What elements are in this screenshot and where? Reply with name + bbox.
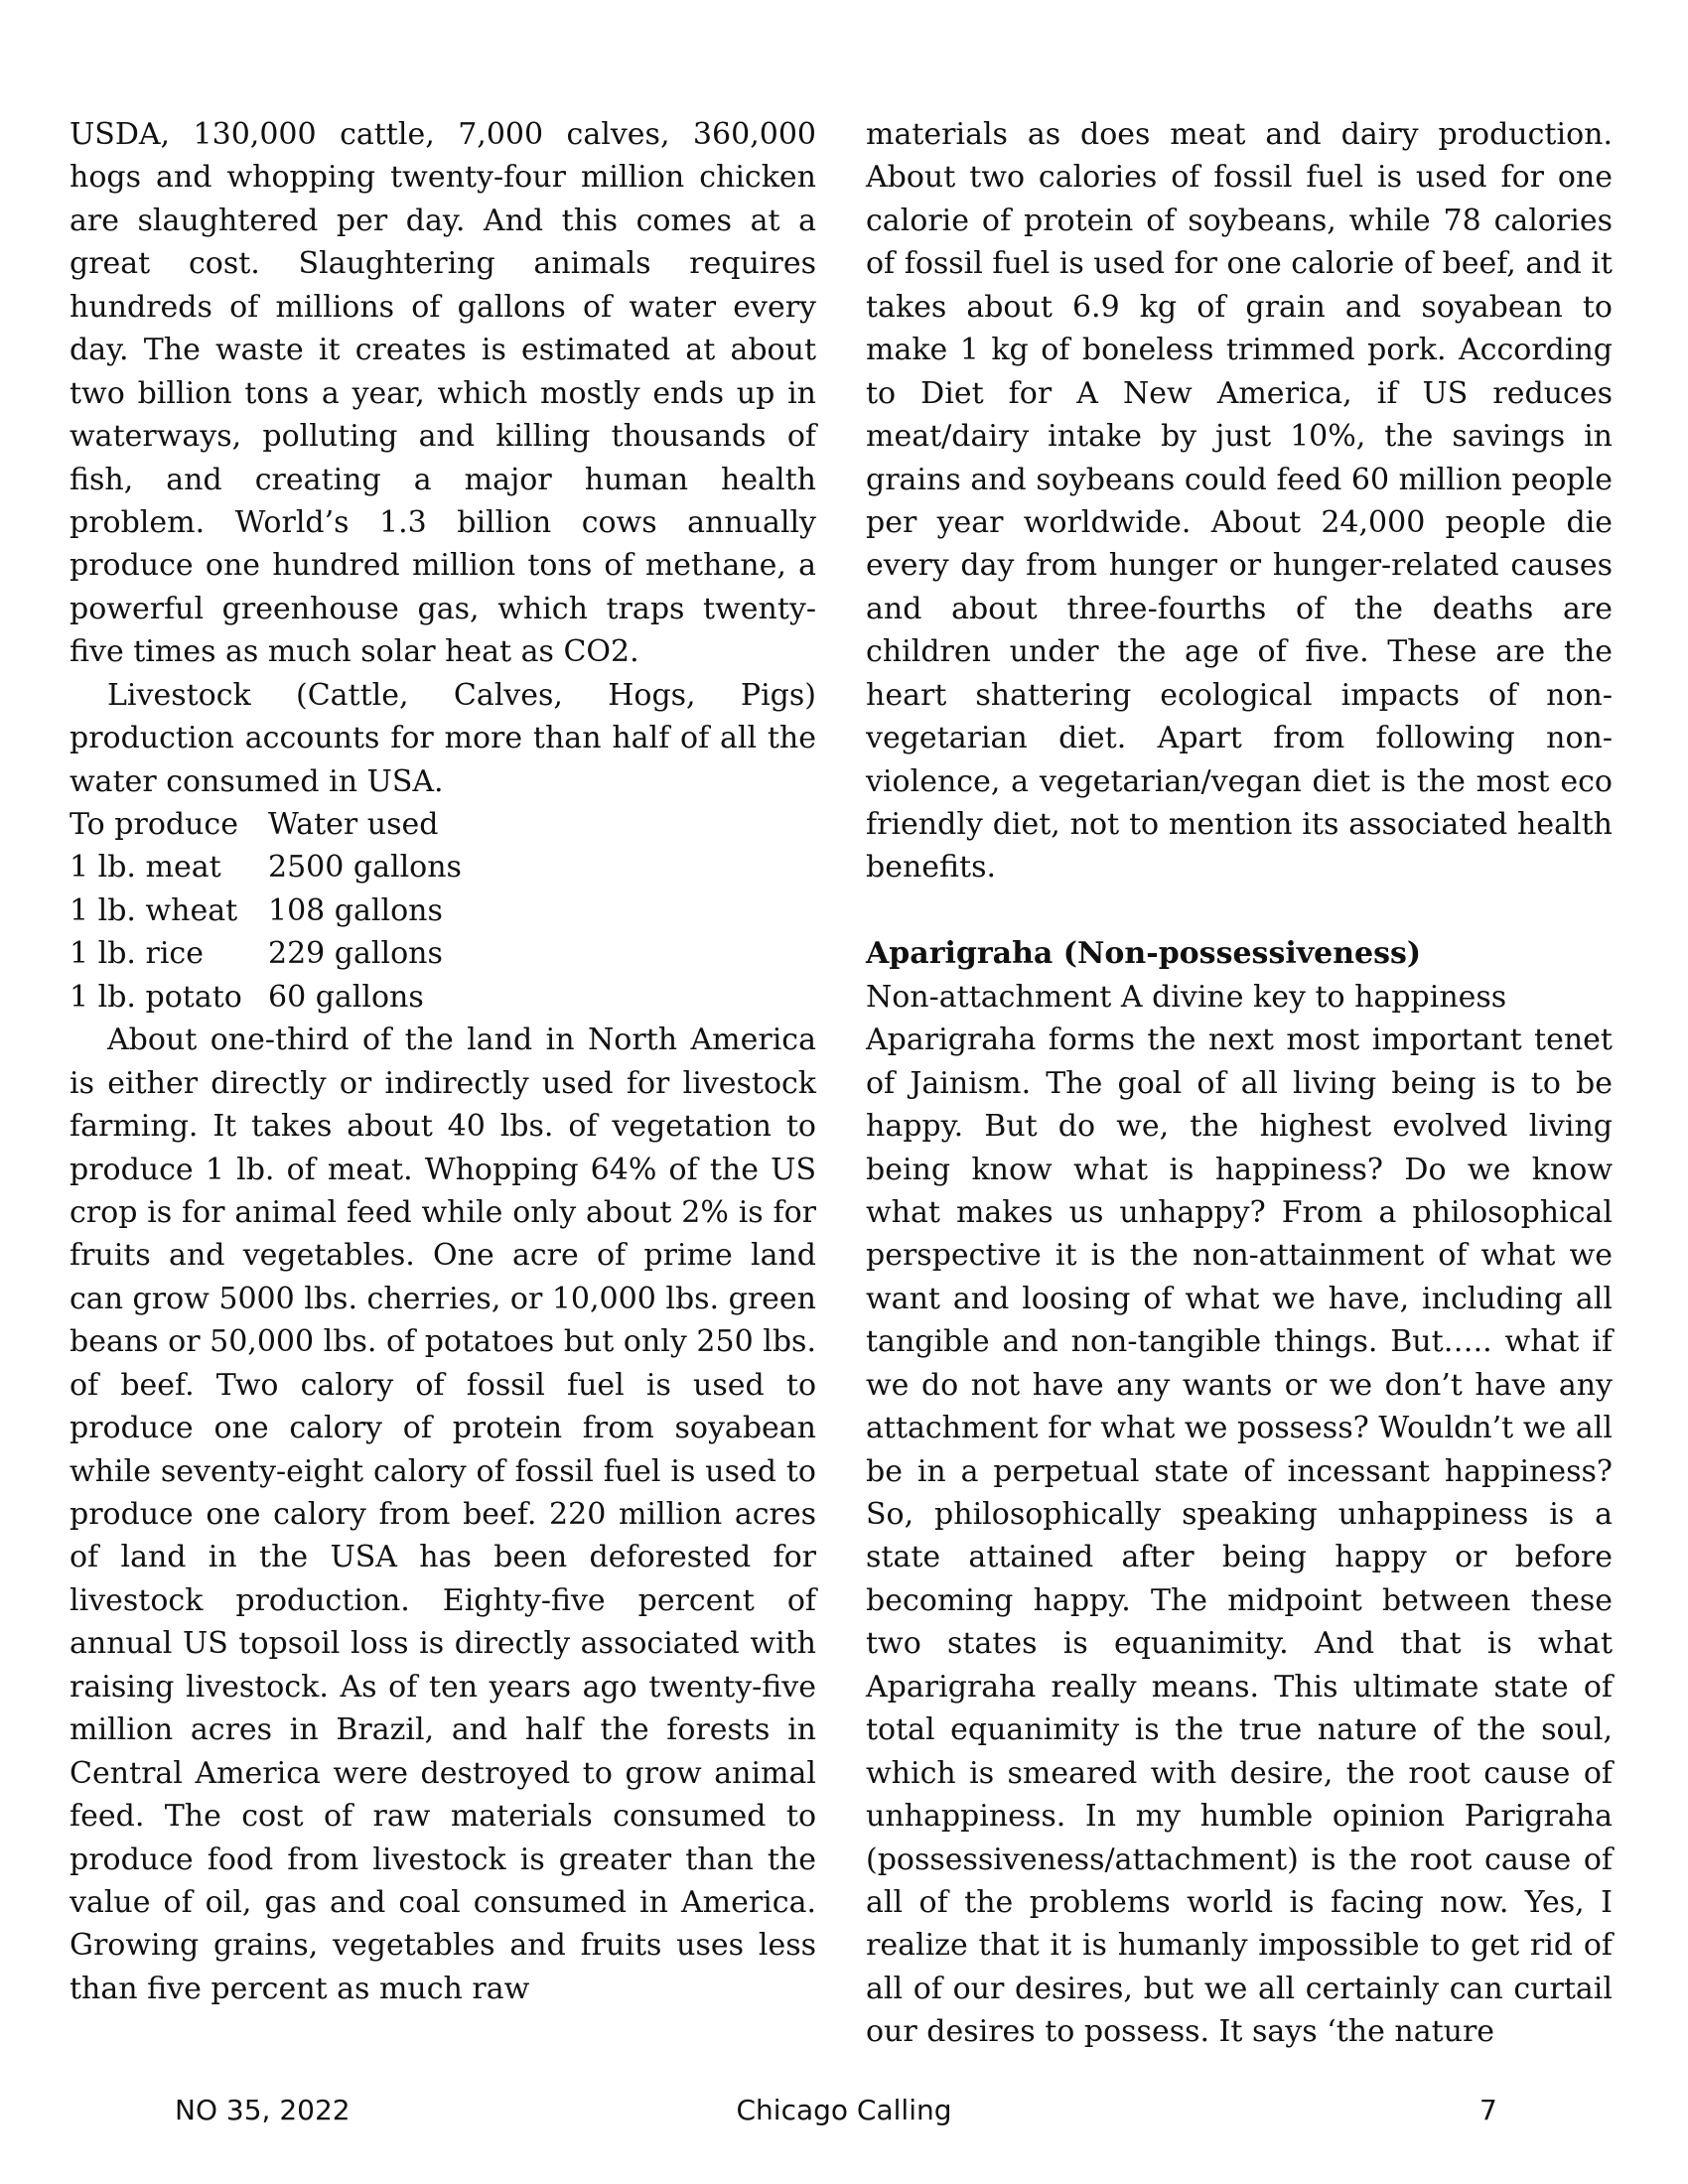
table-cell: 1 lb. wheat bbox=[70, 892, 238, 928]
right-column bbox=[866, 113, 1613, 2054]
section-heading: Aparigraha (Non-possessiveness) bbox=[866, 936, 1422, 972]
table-cell: 108 gallons bbox=[268, 892, 443, 928]
footer-publication: Chicago Calling bbox=[736, 2094, 952, 2126]
section-subheading: Non-attachment A divine key to happiness bbox=[866, 979, 1507, 1015]
table-row bbox=[70, 889, 462, 932]
table-header-cell: To produce bbox=[70, 807, 238, 842]
table-row bbox=[70, 846, 462, 888]
table-row bbox=[70, 976, 462, 1019]
table-header-cell: Water used bbox=[268, 807, 439, 842]
table-cell: 1 lb. meat bbox=[70, 850, 221, 886]
right-paragraph-2: Aparigraha forms the next most important tenet of Jainism. The goal of all living being is to be happy. But do we, the highest evolved living being know what is happiness? Do we know what makes us unhappy? From a philosophical perspective it is the non-attainment of what we want and loosing of what we have, including all tangible and non-tangible things. But….. what if we do not have any wants or we don’t have any attachment for what we possess? Wouldn’t we all be in a perpetual state of incessant happiness? So, philosophically speaking unhappiness is a state attained after being happy or before becoming happy. The midpoint between these two states is equanimity. And that is what Aparigraha really means. This ultimate state of total equanimity is the true nature of the soul, which is smeared with desire, the root cause of unhappiness. In my humble opinion Parigraha (possessiveness/attachment) is the root cause of all of the problems world is facing now. Yes, I realize that it is humanly impossible to get rid of all of our desires, but we all certainly can curtail our desires to possess. It says ‘the nature bbox=[866, 1023, 1613, 2050]
left-paragraph-1: USDA, 130,000 cattle, 7,000 calves, 360,000 hogs and whopping twenty-four million chicken are slaughtered per day. And this comes at a great cost. Slaughtering animals requires hundreds of millions of gallons of water every day. The waste it creates is estimated at about two billion tons a year, which mostly ends up in waterways, polluting and killing thousands of fish, and creating a major human health problem. World’s 1.3 billion cows annually produce one hundred million tons of methane, a powerful greenhouse gas, which traps twenty-five times as much solar heat as CO2. bbox=[70, 117, 816, 670]
paragraph-spacer bbox=[866, 889, 1613, 932]
table-cell: 2500 gallons bbox=[268, 850, 462, 886]
table-header-row bbox=[70, 803, 462, 846]
table-cell: 229 gallons bbox=[268, 936, 443, 972]
left-paragraph-3: About one-third of the land in North America is either directly or indirectly used for livestock farming. It takes about 40 lbs. of vegetation to produce 1 lb. of meat. Whopping 64% of the US crop is for animal feed while only about 2% is for fruits and vegetables. One acre of prime land can grow 5000 lbs. cherries, or 10,000 lbs. green beans or 50,000 lbs. of potatoes but only 250 lbs. of beef. Two calory of fossil fuel is used to produce one calory of protein from soyabean while seventy-eight calory of fossil fuel is used to produce one calory from beef. 220 million acres of land in the USA has been deforested for livestock production. Eighty-five percent of annual US topsoil loss is directly associated with raising livestock. As of ten years ago twenty-five million acres in Brazil, and half the forests in Central America were destroyed to grow animal feed. The cost of raw materials consumed to produce food from livestock is greater than the value of oil, gas and coal consumed in America. Growing grains, vegetables and fruits uses less than five percent as much raw bbox=[70, 1023, 816, 2006]
table-row bbox=[70, 932, 462, 975]
table-cell: 1 lb. potato bbox=[70, 979, 242, 1015]
left-column bbox=[70, 113, 816, 2010]
table-cell: 1 lb. rice bbox=[70, 936, 204, 972]
water-usage-table bbox=[70, 803, 462, 1019]
footer-issue: NO 35, 2022 bbox=[175, 2094, 351, 2126]
right-paragraph-1: materials as does meat and dairy production. About two calories of fossil fuel is used for one calorie of protein of soybeans, while 78 calories of fossil fuel is used for one calorie of beef, and it takes about 6.9 kg of grain and soyabean to make 1 kg of boneless trimmed pork. According to Diet for A New America, if US reduces meat/dairy intake by just 10%, the savings in grains and soybeans could feed 60 million people per year worldwide. About 24,000 people die every day from hunger or hunger-related causes and about three-fourths of the deaths are children under the age of five. These are the heart shattering ecological impacts of non-vegetarian diet. Apart from following non-violence, a vegetarian/vegan diet is the most eco friendly diet, not to mention its associated health benefits. bbox=[866, 117, 1613, 886]
footer-page-number: 7 bbox=[1479, 2094, 1497, 2126]
left-paragraph-2: Livestock (Cattle, Calves, Hogs, Pigs) production accounts for more than half of all the water consumed in USA. bbox=[70, 677, 816, 799]
table-cell: 60 gallons bbox=[268, 979, 424, 1015]
